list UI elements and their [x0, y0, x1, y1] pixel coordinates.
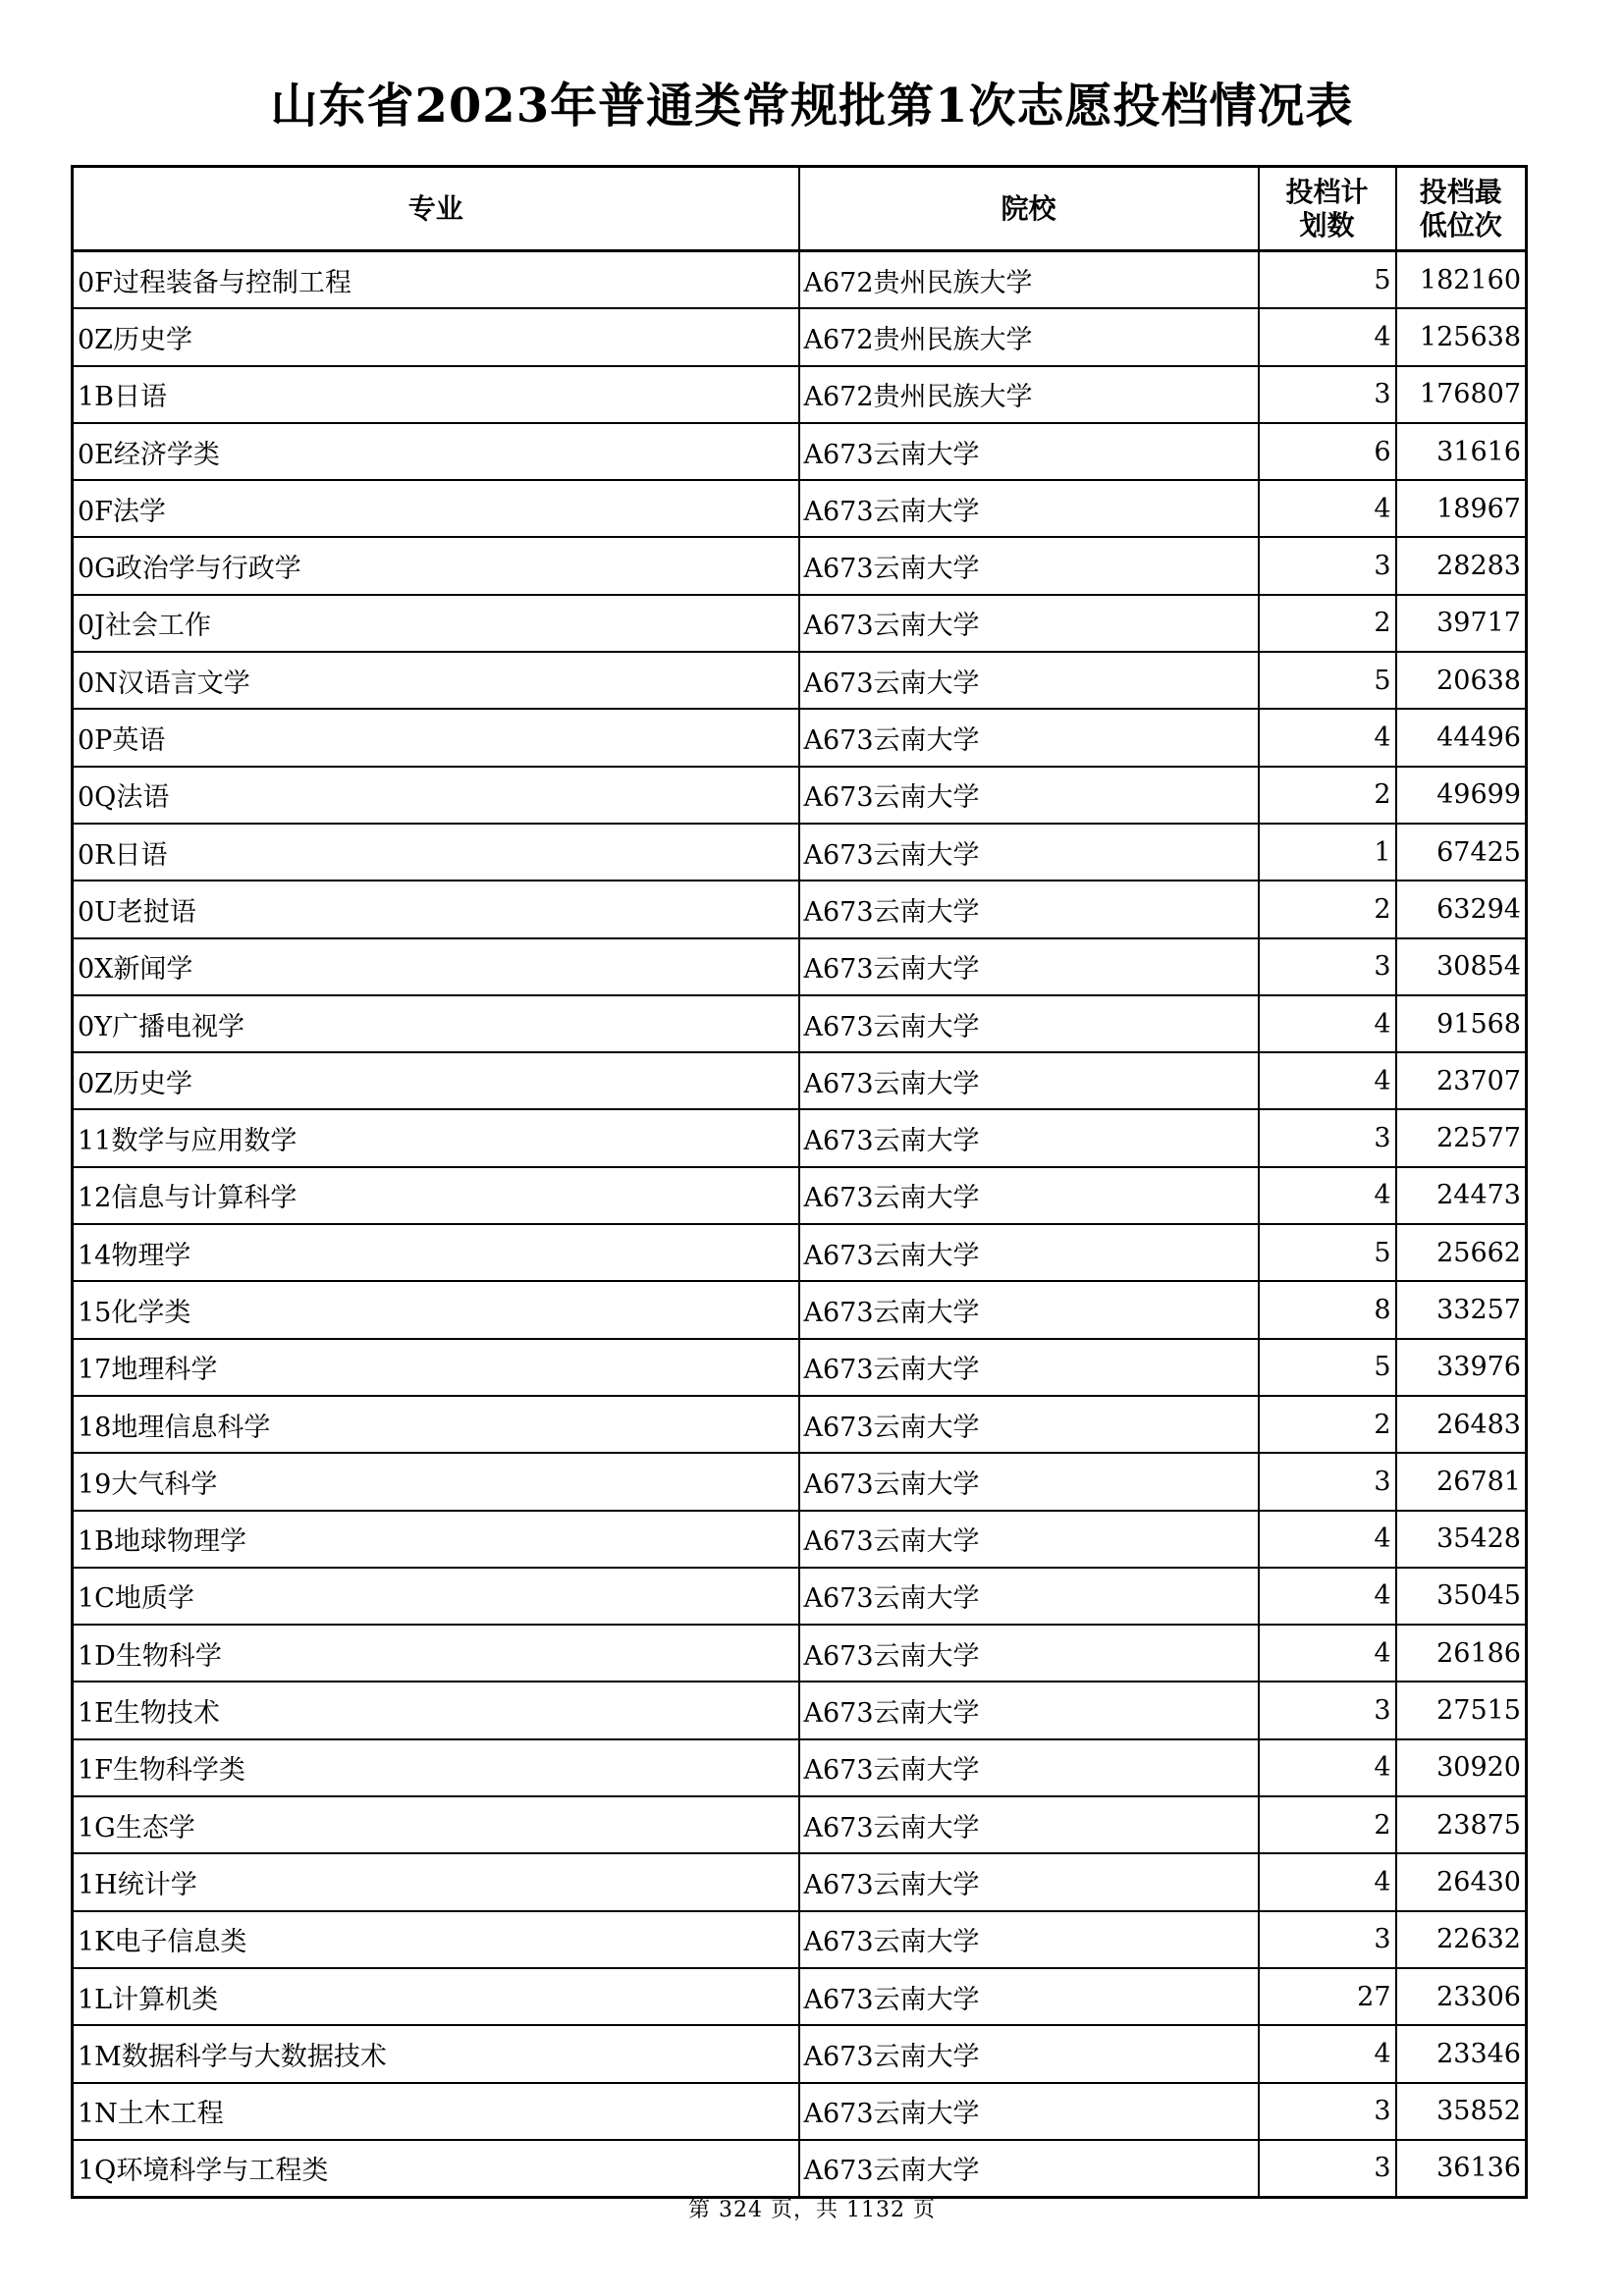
table-header [73, 167, 1527, 251]
cell-plan: 2 [1259, 595, 1396, 652]
cell-plan: 2 [1259, 767, 1396, 824]
cell-rank: 20638 [1396, 652, 1527, 709]
table-row [73, 251, 1527, 309]
page-footer: 第 324 页，共 1132 页 [688, 2198, 936, 2222]
table-row [73, 537, 1527, 594]
cell-rank: 25662 [1396, 1224, 1527, 1281]
cell-plan: 2 [1259, 1396, 1396, 1453]
cell-major: 0Q法语 [73, 767, 799, 824]
cell-school: A672贵州民族大学 [799, 308, 1259, 365]
cell-major: 1K电子信息类 [73, 1911, 799, 1968]
cell-plan: 4 [1259, 2025, 1396, 2082]
cell-rank: 67425 [1396, 824, 1527, 881]
cell-plan: 3 [1259, 1109, 1396, 1166]
cell-plan: 4 [1259, 480, 1396, 537]
table-row [73, 1625, 1527, 1682]
table-row [73, 2025, 1527, 2082]
cell-major: 17地理科学 [73, 1339, 799, 1396]
cell-school: A673云南大学 [799, 1281, 1259, 1338]
table-row [73, 824, 1527, 881]
cell-school: A673云南大学 [799, 1511, 1259, 1568]
cell-major: 0U老挝语 [73, 881, 799, 937]
cell-rank: 30854 [1396, 938, 1527, 995]
cell-rank: 35045 [1396, 1568, 1527, 1625]
table-row [73, 423, 1527, 480]
cell-plan: 4 [1259, 995, 1396, 1052]
cell-rank: 23306 [1396, 1968, 1527, 2025]
cell-rank: 33257 [1396, 1281, 1527, 1338]
table-row [73, 366, 1527, 423]
cell-rank: 182160 [1396, 251, 1527, 309]
cell-plan: 2 [1259, 1796, 1396, 1853]
cell-rank: 176807 [1396, 366, 1527, 423]
cell-rank: 35428 [1396, 1511, 1527, 1568]
cell-major: 0Z历史学 [73, 308, 799, 365]
cell-plan: 3 [1259, 2083, 1396, 2140]
cell-school: A673云南大学 [799, 2140, 1259, 2198]
cell-plan: 3 [1259, 938, 1396, 995]
cell-plan: 3 [1259, 2140, 1396, 2198]
cell-plan: 2 [1259, 881, 1396, 937]
cell-plan: 27 [1259, 1968, 1396, 2025]
cell-major: 0Z历史学 [73, 1052, 799, 1109]
cell-major: 1M数据科学与大数据技术 [73, 2025, 799, 2082]
cell-school: A673云南大学 [799, 1625, 1259, 1682]
cell-school: A673云南大学 [799, 767, 1259, 824]
cell-major: 1H统计学 [73, 1853, 799, 1910]
cell-school: A673云南大学 [799, 709, 1259, 766]
cell-major: 0G政治学与行政学 [73, 537, 799, 594]
cell-plan: 5 [1259, 1224, 1396, 1281]
cell-school: A673云南大学 [799, 537, 1259, 594]
cell-school: A673云南大学 [799, 595, 1259, 652]
table-row [73, 2083, 1527, 2140]
table-row [73, 1568, 1527, 1625]
cell-major: 1C地质学 [73, 1568, 799, 1625]
table-row [73, 995, 1527, 1052]
cell-major: 1L计算机类 [73, 1968, 799, 2025]
cell-school: A673云南大学 [799, 2083, 1259, 2140]
cell-school: A673云南大学 [799, 1052, 1259, 1109]
cell-major: 0X新闻学 [73, 938, 799, 995]
cell-rank: 27515 [1396, 1682, 1527, 1738]
cell-major: 19大气科学 [73, 1453, 799, 1510]
table-row [73, 1281, 1527, 1338]
cell-major: 1B日语 [73, 366, 799, 423]
cell-major: 15化学类 [73, 1281, 799, 1338]
cell-rank: 26186 [1396, 1625, 1527, 1682]
cell-rank: 26430 [1396, 1853, 1527, 1910]
cell-major: 1D生物科学 [73, 1625, 799, 1682]
cell-school: A673云南大学 [799, 652, 1259, 709]
cell-major: 11数学与应用数学 [73, 1109, 799, 1166]
cell-rank: 35852 [1396, 2083, 1527, 2140]
table-row [73, 1853, 1527, 1910]
cell-rank: 31616 [1396, 423, 1527, 480]
table-row [73, 1453, 1527, 1510]
header-row [73, 167, 1527, 251]
cell-rank: 91568 [1396, 995, 1527, 1052]
column-header-major: 专业 [73, 167, 799, 251]
cell-plan: 6 [1259, 423, 1396, 480]
cell-rank: 26483 [1396, 1396, 1527, 1453]
table-row [73, 1339, 1527, 1396]
cell-major: 18地理信息科学 [73, 1396, 799, 1453]
cell-school: A673云南大学 [799, 1568, 1259, 1625]
table-row [73, 709, 1527, 766]
cell-plan: 4 [1259, 1052, 1396, 1109]
table-body [73, 251, 1527, 2198]
cell-rank: 36136 [1396, 2140, 1527, 2198]
cell-major: 0J社会工作 [73, 595, 799, 652]
column-header-school: 院校 [799, 167, 1259, 251]
cell-rank: 26781 [1396, 1453, 1527, 1510]
cell-plan: 4 [1259, 308, 1396, 365]
cell-major: 1Q环境科学与工程类 [73, 2140, 799, 2198]
cell-school: A673云南大学 [799, 1396, 1259, 1453]
cell-plan: 4 [1259, 1853, 1396, 1910]
cell-school: A673云南大学 [799, 1167, 1259, 1224]
cell-school: A673云南大学 [799, 480, 1259, 537]
cell-rank: 44496 [1396, 709, 1527, 766]
cell-major: 0R日语 [73, 824, 799, 881]
cell-plan: 4 [1259, 1739, 1396, 1796]
cell-school: A673云南大学 [799, 1968, 1259, 2025]
cell-rank: 125638 [1396, 308, 1527, 365]
table-row [73, 1167, 1527, 1224]
cell-major: 1G生态学 [73, 1796, 799, 1853]
cell-major: 0P英语 [73, 709, 799, 766]
cell-plan: 3 [1259, 537, 1396, 594]
column-header-rank: 投档最 低位次 [1396, 167, 1527, 251]
cell-school: A673云南大学 [799, 1853, 1259, 1910]
cell-rank: 39717 [1396, 595, 1527, 652]
cell-rank: 18967 [1396, 480, 1527, 537]
cell-plan: 5 [1259, 1339, 1396, 1396]
cell-plan: 4 [1259, 709, 1396, 766]
cell-rank: 23875 [1396, 1796, 1527, 1853]
cell-major: 12信息与计算科学 [73, 1167, 799, 1224]
cell-major: 0Y广播电视学 [73, 995, 799, 1052]
cell-plan: 4 [1259, 1167, 1396, 1224]
cell-school: A673云南大学 [799, 1224, 1259, 1281]
cell-major: 0F过程装备与控制工程 [73, 251, 799, 309]
table-row [73, 595, 1527, 652]
table-row [73, 938, 1527, 995]
cell-major: 1B地球物理学 [73, 1511, 799, 1568]
cell-major: 14物理学 [73, 1224, 799, 1281]
table-row [73, 767, 1527, 824]
table-row [73, 881, 1527, 937]
page-title: 山东省2023年普通类常规批第1次志愿投档情况表 [270, 79, 1354, 133]
table-row [73, 1682, 1527, 1738]
table-row [73, 1739, 1527, 1796]
cell-school: A673云南大学 [799, 2025, 1259, 2082]
cell-school: A673云南大学 [799, 995, 1259, 1052]
table-row [73, 652, 1527, 709]
cell-school: A673云南大学 [799, 1796, 1259, 1853]
cell-plan: 3 [1259, 1911, 1396, 1968]
cell-school: A673云南大学 [799, 1739, 1259, 1796]
cell-rank: 23346 [1396, 2025, 1527, 2082]
table-row [73, 1052, 1527, 1109]
table-row [73, 1796, 1527, 1853]
cell-school: A673云南大学 [799, 1453, 1259, 1510]
cell-plan: 8 [1259, 1281, 1396, 1338]
cell-school: A673云南大学 [799, 938, 1259, 995]
cell-school: A673云南大学 [799, 881, 1259, 937]
cell-major: 0E经济学类 [73, 423, 799, 480]
cell-plan: 5 [1259, 652, 1396, 709]
cell-school: A673云南大学 [799, 824, 1259, 881]
table-row [73, 1396, 1527, 1453]
cell-school: A673云南大学 [799, 1682, 1259, 1738]
cell-major: 0N汉语言文学 [73, 652, 799, 709]
cell-rank: 23707 [1396, 1052, 1527, 1109]
table-row [73, 480, 1527, 537]
table-row [73, 1911, 1527, 1968]
cell-rank: 33976 [1396, 1339, 1527, 1396]
column-header-plan: 投档计 划数 [1259, 167, 1396, 251]
table-row [73, 1224, 1527, 1281]
cell-plan: 3 [1259, 366, 1396, 423]
table-row [73, 308, 1527, 365]
cell-school: A672贵州民族大学 [799, 366, 1259, 423]
cell-major: 1F生物科学类 [73, 1739, 799, 1796]
cell-rank: 22577 [1396, 1109, 1527, 1166]
cell-school: A673云南大学 [799, 1109, 1259, 1166]
cell-rank: 30920 [1396, 1739, 1527, 1796]
cell-major: 0F法学 [73, 480, 799, 537]
table-row [73, 1511, 1527, 1568]
cell-plan: 4 [1259, 1625, 1396, 1682]
cell-rank: 24473 [1396, 1167, 1527, 1224]
cell-plan: 3 [1259, 1682, 1396, 1738]
cell-rank: 28283 [1396, 537, 1527, 594]
cell-plan: 4 [1259, 1568, 1396, 1625]
cell-school: A672贵州民族大学 [799, 251, 1259, 309]
table-row [73, 2140, 1527, 2198]
cell-school: A673云南大学 [799, 1339, 1259, 1396]
table-row [73, 1109, 1527, 1166]
admissions-table [71, 165, 1528, 2199]
cell-school: A673云南大学 [799, 1911, 1259, 1968]
cell-plan: 5 [1259, 251, 1396, 309]
cell-rank: 63294 [1396, 881, 1527, 937]
cell-plan: 3 [1259, 1453, 1396, 1510]
cell-rank: 49699 [1396, 767, 1527, 824]
cell-major: 1N土木工程 [73, 2083, 799, 2140]
cell-rank: 22632 [1396, 1911, 1527, 1968]
cell-plan: 4 [1259, 1511, 1396, 1568]
table-row [73, 1968, 1527, 2025]
cell-major: 1E生物技术 [73, 1682, 799, 1738]
cell-plan: 1 [1259, 824, 1396, 881]
cell-school: A673云南大学 [799, 423, 1259, 480]
